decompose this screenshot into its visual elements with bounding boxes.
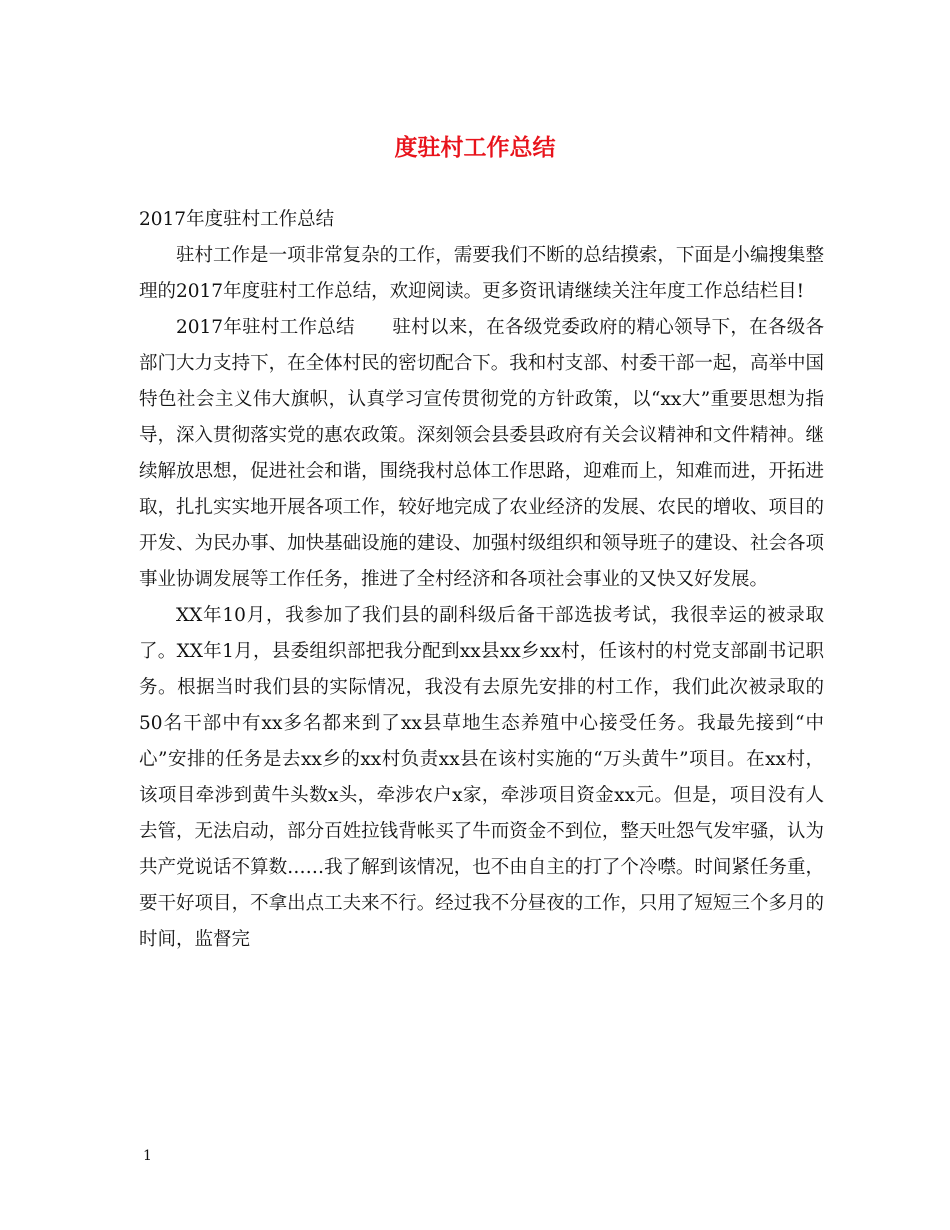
page-number: 1 [143,1148,152,1164]
document-subtitle: 2017年度驻村工作总结 [139,209,335,230]
paragraph-experience: XX年10月，我参加了我们县的副科级后备干部选拔考试，我很幸运的被录取了。XX年1月，县委组织部把我分配到xx县xx乡xx村，任该村的村党支部副书记职务。根据当时我们县的实际情况，我没有去原先安排的村工作，我们此次被录取的50名干部中有xx多名都来到了xx县草地生态养殖中心接受任务。我最先接到“中心”安排的任务是去xx乡的xx村负责xx县在该村实施的“万头黄牛”项目。在xx村，该项目牵涉到黄牛头数x头，牵涉农户x家，牵涉项目资金xx元。但是，项目没有人去管，无法启动，部分百姓拉钱背帐买了牛而资金不到位，整天吐怨气发牢骚，认为共产党说话不算数……我了解到该情况，也不由自主的打了个冷噤。时间紧任务重，要干好项目，不拿出点工夫来不行。经过我不分昼夜的工作，只用了短短三个多月的时间，监督完 [139,605,824,950]
paragraph-summary: 2017年驻村工作总结 驻村以来，在各级党委政府的精心领导下，在各级各部门大力支持下，在全体村民的密切配合下。我和村支部、村委干部一起，高举中国特色社会主义伟大旗帜，认真学习宣传贯彻党的方针政策，以“xx大”重要思想为指导，深入贯彻落实党的惠农政策。深刻领会县委县政府有关会议精神和文件精神。继续解放思想，促进社会和谐，围绕我村总体工作思路，迎难而上，知难而进，开拓进取，扎扎实实地开展各项工作，较好地完成了农业经济的发展、农民的增收、项目的开发、为民办事、加快基础设施的建设、加强村级组织和领导班子的建设、社会各项事业协调发展等工作任务，推进了全村经济和各项社会事业的又快又好发展。 [139,317,824,590]
document-body [139,202,824,958]
paragraph-intro: 驻村工作是一项非常复杂的工作，需要我们不断的总结摸索，下面是小编搜集整理的2017年度驻村工作总结，欢迎阅读。更多资讯请继续关注年度工作总结栏目! [139,245,824,302]
document-title: 度驻村工作总结 [394,134,556,161]
